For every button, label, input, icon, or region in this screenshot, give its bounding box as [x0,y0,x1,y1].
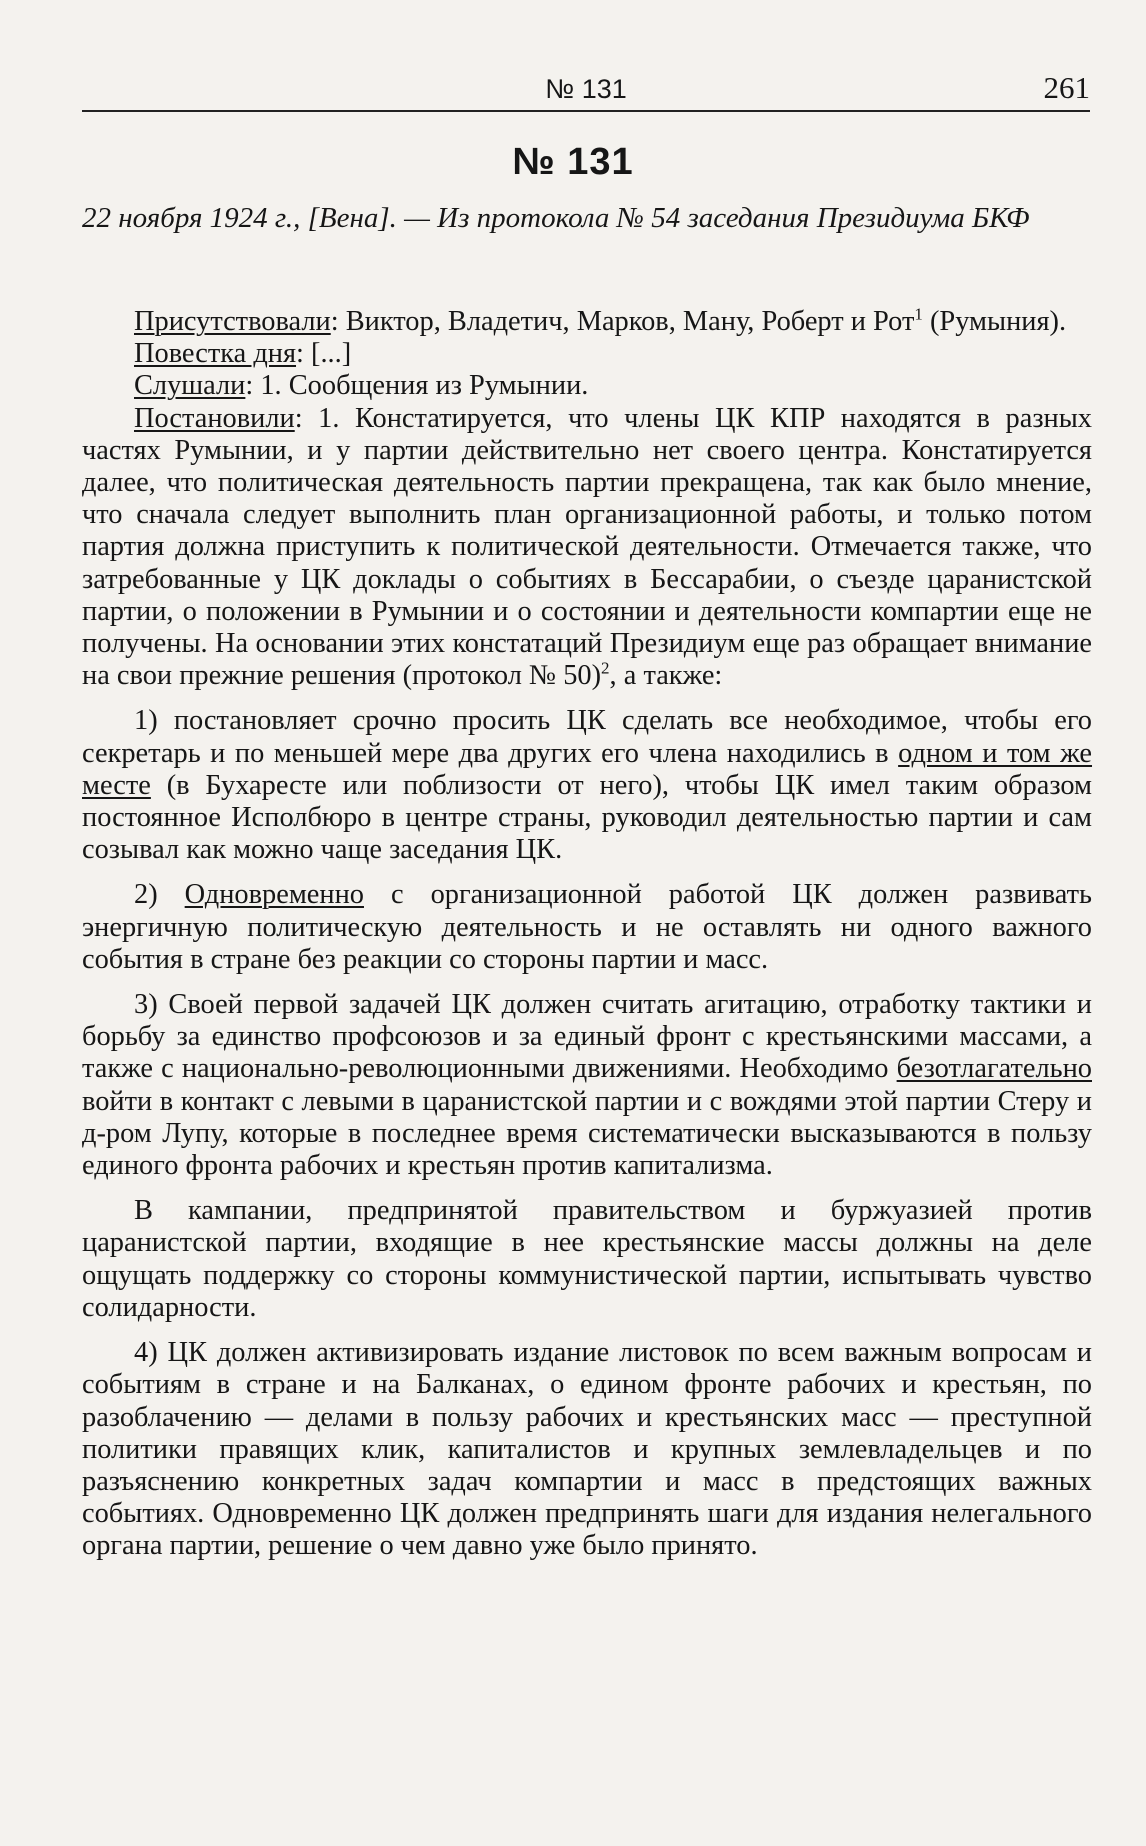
item-2-before: 2) [134,879,185,911]
item-4-paragraph: 4) ЦК должен активизировать издание листовок по всем важным вопросам и событиям в стране и на Балканах, о едином фронте рабочих и крестьян, по разоблачению — делами в пользу рабочих и крестьянских масс — преступной политики правящих клик, капиталистов и крупных землевладельцев и по разъяснению конкретных задач компартии и масс в предстоящих важных событиях. Одновременно ЦК должен предпринять шаги для издания нелегального органа партии, решение о чем давно уже было принято. [82,1337,1092,1562]
item-2-paragraph [82,879,1092,976]
present-names: : Виктор, Владетич, Марков, Ману, Роберт и Рот [330,306,915,337]
resolved-text: : 1. Констатируется, что члены ЦК КПР находятся в разных частях Румынии, и у партии действительно нет своего центра. Констатируется далее, что политическая деятельность партии прекращена, так как было мнение, что сначала следует выполнить план организационной работы, и только потом партия должна приступить к политической деятельности. Отмечается также, что затребованные у ЦК доклады о событиях в Бессарабии, о съезде царанистской партии, о положении в Румынии и о состоянии и деятельности компартии еще не получены. На основании этих констатаций Президиум еще раз обращает внимание на свои прежние решения (протокол № 50) [82,402,1092,692]
header-doc-ref: № 131 [545,74,627,104]
item-3-after: войти в контакт с левыми в царанистской партии и с вождями этой партии Стеру и д-ром Лупу, которые в последнее время систематически высказываются в пользу единого фронта рабочих и крестьян против капитализма. [82,1085,1092,1182]
header-rule [82,110,1090,112]
campaign-paragraph: В кампании, предпринятой правительством и буржуазией против царанистской партии, входящие в нее крестьянские массы должны на деле ощущать поддержку со стороны коммунистической партии, испытывать чувство солидарности. [82,1195,1092,1323]
heard-paragraph [82,370,1092,402]
footnote-ref-2: 2 [601,658,610,678]
heard-label: Слушали [134,370,246,402]
item-3-emphasis: безотлагательно [896,1053,1092,1085]
heard-text: : 1. Сообщения из Румынии. [245,370,589,402]
agenda-paragraph [82,338,1092,370]
item-1-after: (в Бухаресте или поблизости от него), чтобы ЦК имел таким образом постоянное Исполбюро в центре страны, руководил деятельностью партии и сам созывал как можно чаще заседания ЦК. [82,769,1092,866]
resolved-label: Постановили [134,402,295,434]
resolved-paragraph [82,403,1092,693]
document-body [82,306,1092,1563]
document-subtitle: 22 ноября 1924 г., [Вена]. — Из протокола № 54 заседания Президиума БКФ [82,202,1030,234]
item-1-emphasis: одном и том же месте [82,737,1093,801]
agenda-label: Повестка дня [134,338,297,370]
footnote-ref-1: 1 [914,304,923,324]
item-2-after: с организационной работой ЦК должен развивать энергичную политическую деятельность и не оставлять ни одного важного события в стране без реакции со стороны партии и масс. [82,879,1093,975]
item-2-emphasis: Одновременно [184,879,364,911]
item-3-paragraph [82,989,1092,1182]
resolved-text-after: , а также: [609,660,723,692]
item-1-before: 1) постановляет срочно просить ЦК сделать все необходимое, чтобы его секретарь и по меньшей мере два других его члена находились в [82,705,1092,769]
page-number: 261 [1043,70,1090,105]
running-header [82,70,1090,110]
document-number: № 131 [512,141,634,183]
agenda-text: : [...] [296,338,352,370]
present-label: Присутствовали [134,306,331,337]
item-3-before: 3) Своей первой задачей ЦК должен считать агитацию, отработку тактики и борьбу за единство профсоюзов и за единый фронт с крестьянскими массами, а также с национально-революционными движениями. Необходимо [82,989,1092,1085]
present-paragraph [82,306,1092,338]
item-1-paragraph [82,705,1092,866]
present-names-after: (Румыния). [922,306,1067,337]
